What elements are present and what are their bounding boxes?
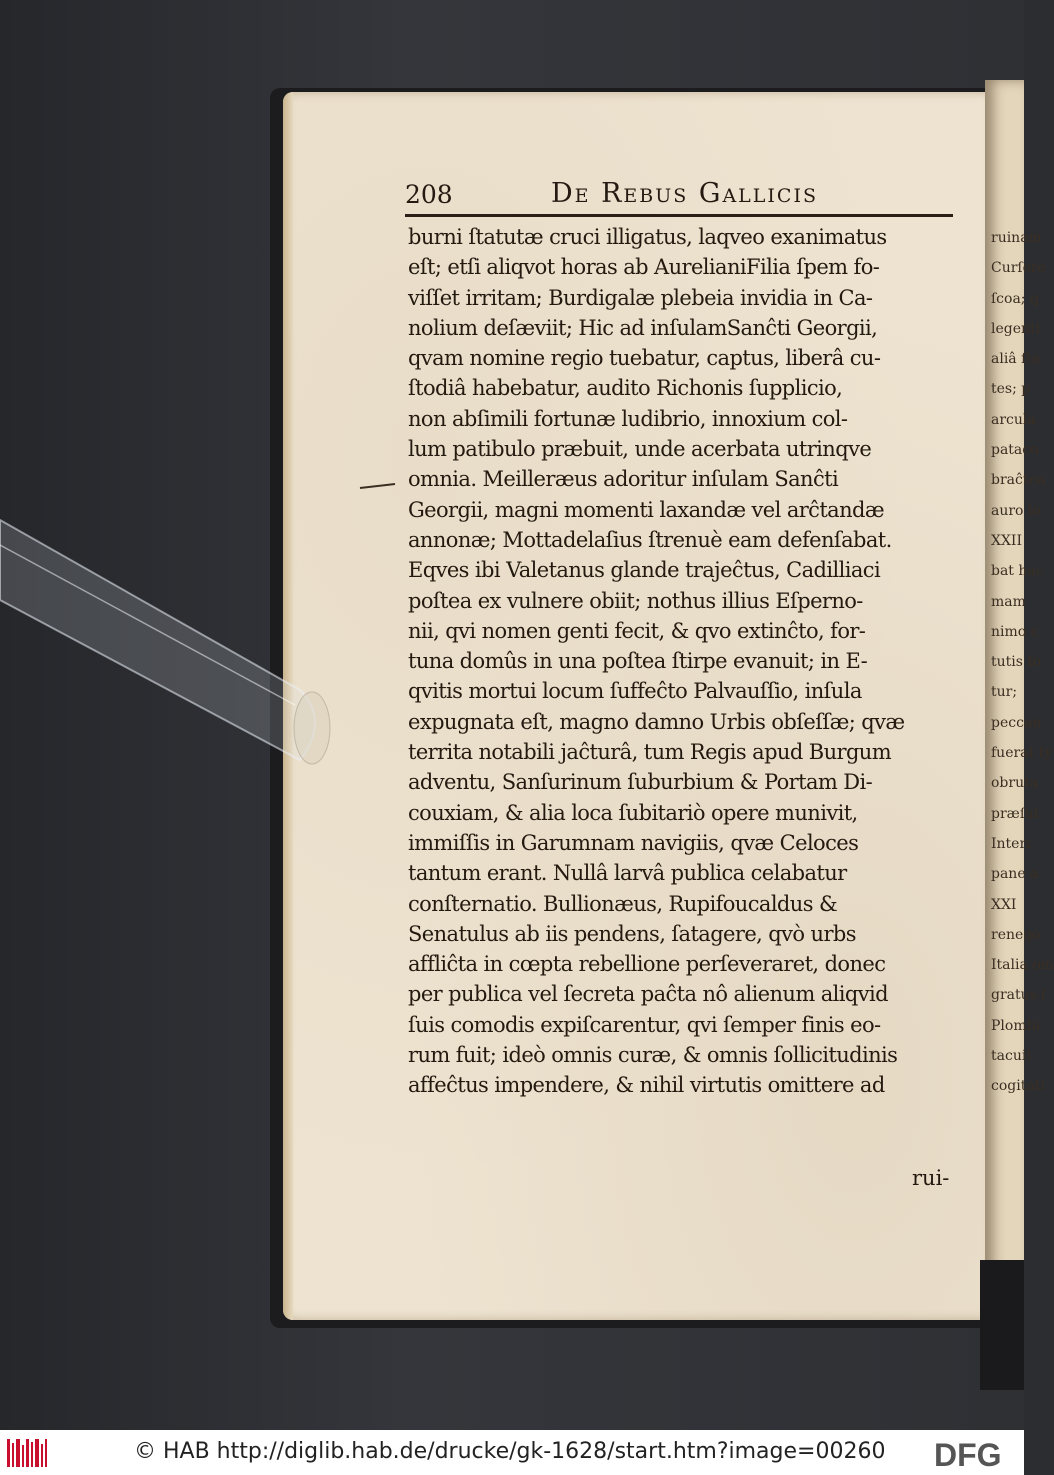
adjacent-page-fragment: Curſore xyxy=(991,260,1047,277)
adjacent-page-fragment: fuerat ty xyxy=(991,745,1053,762)
hab-barcode-logo xyxy=(6,1437,48,1469)
text-line: expugnata eſt, magno damno Urbis obſeſſæ; qvæ xyxy=(408,709,905,734)
text-line: eſt; etſi aliqvot horas ab AurelianiFilia ſpem fo- xyxy=(408,255,880,280)
text-line: immiſſis in Garumnam navigiis, qvæ Celoces xyxy=(408,830,859,855)
adjacent-page-fragment: aliâ ſta xyxy=(991,351,1041,368)
text-line: tantum erant. Nullâ larvâ publica celabatur xyxy=(408,861,847,886)
adjacent-page-fragment: obruta xyxy=(991,775,1039,792)
adjacent-page-fragment: præſul xyxy=(991,805,1039,822)
source-link[interactable]: © HAB http://diglib.hab.de/drucke/gk-1628/start.htm?image=00260 xyxy=(134,1439,886,1464)
book-spine xyxy=(980,1260,1024,1390)
adjacent-page-fragment: nimo c xyxy=(991,623,1039,640)
adjacent-page-fragment: renego xyxy=(991,926,1041,943)
adjacent-page-fragment: braĉtea xyxy=(991,472,1046,489)
adjacent-page-fragment: tes; p xyxy=(991,381,1031,398)
text-line: per publica vel ſecreta paĉta nô alienum aliqvid xyxy=(408,982,888,1007)
text-line: conſternatio. Bullionæus, Rupifoucaldus & xyxy=(408,891,838,916)
text-line: nii, qvi nomen genti fecit, & qvo extinĉto, for- xyxy=(408,618,866,643)
text-line: tuna domûs in una poſtea ſtirpe evanuit; in E- xyxy=(408,649,868,674)
text-line: burni ſtatutæ cruci illigatus, laqveo exanimatus xyxy=(408,225,887,249)
adjacent-page-fragment: pataco xyxy=(991,442,1039,459)
page-edge xyxy=(283,92,293,1320)
text-line: poſtea ex vulnere obiit; nothus illius Eſperno- xyxy=(408,588,863,613)
page-number: 208 xyxy=(405,180,453,209)
catchword: rui- xyxy=(912,1166,950,1190)
dfg-logo xyxy=(932,1437,1018,1471)
header-rule xyxy=(405,214,953,217)
text-line: affliĉta in cœpta rebellione perſeveraret, donec xyxy=(408,952,886,977)
text-line: affeĉtus impendere, & nihil virtutis omittere ad xyxy=(408,1073,885,1098)
text-line: couxiam, & alia loca ſubitariò opere munivit, xyxy=(408,800,858,825)
adjacent-page-fragment: gratus ( xyxy=(991,987,1047,1004)
running-head xyxy=(405,176,953,216)
adjacent-page-fragment: cogitati xyxy=(991,1078,1045,1095)
adjacent-page-fragment: legenti xyxy=(991,320,1041,337)
adjacent-page-fragment: arcula xyxy=(991,411,1036,428)
text-line: Eqves ibi Valetanus glande trajeĉtus, Cadilliaci xyxy=(408,558,881,583)
text-line: ſuis comodis expiſcarentur, qvi ſemper finis eo- xyxy=(408,1012,881,1037)
adjacent-page-fragment: Interi xyxy=(991,835,1031,852)
dfg-logo-text: DFG xyxy=(934,1437,1002,1473)
text-line: viſſet irritam; Burdigalæ plebeia invidia in Ca- xyxy=(408,285,873,310)
adjacent-page-fragment: Italia om xyxy=(991,957,1054,974)
text-line: ſtodiâ habebatur, audito Richonis ſupplicio, xyxy=(408,376,843,401)
adjacent-page-fragment: tutis fo xyxy=(991,654,1041,671)
adjacent-page-fragment: auro lo xyxy=(991,502,1041,519)
adjacent-page-fragment: tur; xyxy=(991,684,1018,701)
text-line: adventu, Sanſurinum ſuburbium & Portam Di- xyxy=(408,770,873,795)
adjacent-page-fragment: XXI xyxy=(991,896,1017,913)
adjacent-page-fragment: mam xyxy=(991,593,1026,610)
text-line: Georgii, magni momenti laxandæ vel arĉtandæ xyxy=(408,497,885,522)
adjacent-page-fragment: bat hac xyxy=(991,563,1044,580)
adjacent-page-fragment: Plombi xyxy=(991,1017,1041,1034)
body-text xyxy=(408,222,956,1101)
text-line: Senatulus ab iis pendens, ſatagere, qvò urbs xyxy=(408,921,856,946)
adjacent-page-fragment: ſcoa; q xyxy=(991,290,1039,307)
text-line: territa notabili jaĉturâ, tum Regis apud Burgum xyxy=(408,740,892,765)
adjacent-page-text xyxy=(985,223,1054,1102)
text-line: qvitis mortui locum ſuffeĉto Palvauſſio, inſula xyxy=(408,679,862,704)
adjacent-page-fragment: ruinam xyxy=(991,230,1042,246)
text-line: annonæ; Mottadelaſius ſtrenuè eam defenſabat. xyxy=(408,527,892,552)
text-line: nolium deſæviit; Hic ad inſulamSanĉti Georgii, xyxy=(408,315,878,340)
text-line: rum fuit; ideò omnis curæ, & omnis ſollicitudinis xyxy=(408,1043,898,1068)
adjacent-page-fragment: tacuit xyxy=(991,1048,1032,1065)
text-line: omnia. Meilleræus adoritur inſulam Sanĉti xyxy=(408,467,839,492)
adjacent-page-fragment: XXII xyxy=(991,532,1022,549)
running-title: De Rebus Gallicis xyxy=(551,178,818,209)
text-line: lum patibulo præbuit, unde acerbata utrinqve xyxy=(408,437,872,462)
adjacent-page-fragment: pane a xyxy=(991,866,1039,883)
adjacent-page xyxy=(985,80,1054,1312)
adjacent-page-fragment: peccan xyxy=(991,714,1042,731)
text-line: non abſimili fortunæ ludibrio, innoxium col- xyxy=(408,406,848,431)
text-line: qvam nomine regio tuebatur, captus, liberâ cu- xyxy=(408,346,881,371)
